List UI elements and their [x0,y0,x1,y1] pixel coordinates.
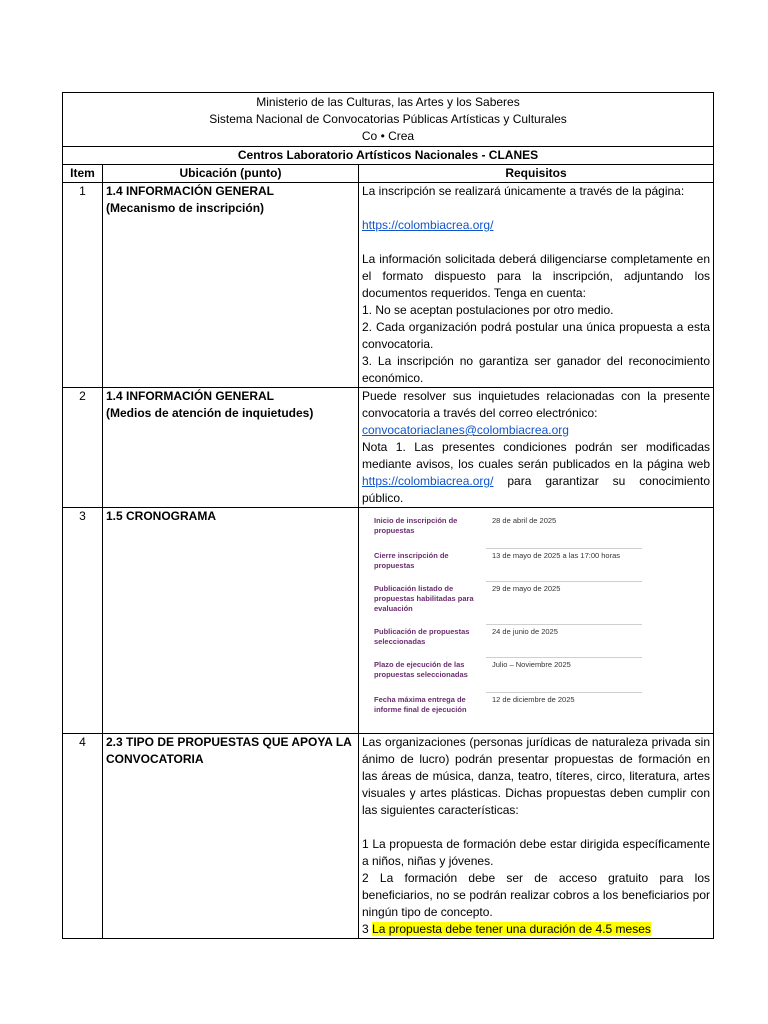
requirements-cell [359,183,714,388]
location-cell [103,183,359,388]
highlighted-text: La propuesta debe tener una duración de 4.5 meses [372,922,651,936]
schedule-date: 13 de mayo de 2025 a las 17:00 horas [486,549,642,582]
column-header-requirements: Requisitos [359,165,714,183]
location-subtitle: (Medios de atención de inquietudes) [106,406,314,420]
location-subtitle: (Mecanismo de inscripción) [106,201,265,215]
requirement-note [362,921,710,938]
item-number: 1 [63,183,103,388]
table-row [63,734,714,939]
ministry-name: Ministerio de las Culturas, las Artes y los Saberes [256,95,520,109]
title-row [63,147,714,165]
schedule-row [374,658,642,693]
requirements-cell [359,508,714,734]
note-number: 3 [362,922,369,936]
schedule-date: 24 de junio de 2025 [486,625,642,658]
column-header-location: Ubicación (punto) [103,165,359,183]
document-page [62,92,713,939]
requirement-note [362,439,710,507]
schedule-label: Fecha máxima entrega de informe final de ejecución [374,694,467,714]
contact-email-link[interactable]: convocatoriaclanes@colombiacrea.org [362,423,569,437]
colombiacrea-link[interactable]: https://colombiacrea.org/ [362,218,494,232]
schedule-date: 12 de diciembre de 2025 [492,695,575,704]
schedule-row [374,514,642,549]
note-text: Nota 1. Las presentes condiciones podrán ser modificadas mediante avisos, los cuales serán publicados en la página web [362,440,710,471]
schedule-table [374,514,642,725]
item-number: 3 [63,508,103,734]
schedule-row [374,549,642,582]
requirement-note: 2. Cada organización podrá postular una única propuesta a esta convocatoria. [362,320,710,351]
table-row [63,183,714,388]
column-header-row [63,165,714,183]
location-title: 1.5 CRONOGRAMA [106,509,217,523]
note-text: para garantizar su conocimiento público. [362,474,710,505]
requirements-cell [359,734,714,939]
schedule-date: 29 de mayo de 2025 [486,582,642,625]
schedule-label: Inicio de inscripción de propuestas [374,516,458,535]
schedule-label: Publicación listado de propuestas habilitadas para evaluación [374,583,474,613]
requirements-cell [359,388,714,508]
location-cell [103,388,359,508]
table-row [63,508,714,734]
location-title: 1.4 INFORMACIÓN GENERAL [106,184,275,198]
schedule-row [374,582,642,625]
requirement-note: 1 La propuesta de formación debe estar dirigida específicamente a niños, niñas y jóvenes. [362,837,710,868]
location-title: 1.4 INFORMACIÓN GENERAL [106,389,275,403]
requirement-note: 1. No se aceptan postulaciones por otro medio. [362,303,614,317]
header-row [63,93,714,147]
schedule-date: Julio – Noviembre 2025 [486,658,642,693]
document-header [63,93,714,147]
program-name: Co • Crea [361,129,415,143]
location-cell [103,508,359,734]
schedule-row [374,625,642,658]
requirement-text: La inscripción se realizará únicamente a través de la página: [362,184,685,198]
schedule-label: Publicación de propuestas seleccionadas [374,626,470,646]
location-cell [103,734,359,939]
table-row [63,388,714,508]
schedule-date: 28 de abril de 2025 [486,514,642,549]
requirement-text: Puede resolver sus inquietudes relacionadas con la presente convocatoria a través del correo electrónico: [362,389,710,420]
schedule-label: Plazo de ejecución de las propuestas seleccionadas [374,659,468,679]
column-header-item: Item [63,165,103,183]
requirement-note: 2 La formación debe ser de acceso gratuito para los beneficiarios, no se podrán realizar cobros a los beneficiarios por ningún tipo de concepto. [362,871,710,919]
schedule-label: Cierre inscripción de propuestas [374,550,449,570]
system-name: Sistema Nacional de Convocatorias Públicas Artísticas y Culturales [209,112,567,126]
requirement-text: Las organizaciones (personas jurídicas de naturaleza privada sin ánimo de lucro) podrán presentar propuestas de formación en las áreas de música, danza, teatro, títeres, circo, literatura, artes visuales y artes plásticas. Dichas propuestas deben cumplir con las siguientes características: [362,735,710,817]
requirement-text: La información solicitada deberá diligenciarse completamente en el formato dispuesto para la inscripción, adjuntando los documentos requeridos. Tenga en cuenta: [362,252,710,300]
location-title: 2.3 TIPO DE PROPUESTAS QUE APOYA LA CONVOCATORIA [106,735,352,766]
requirements-table [62,92,714,939]
schedule-row [374,693,642,726]
requirement-note: 3. La inscripción no garantiza ser ganador del reconocimiento económico. [362,354,710,385]
colombiacrea-link[interactable]: https://colombiacrea.org/ [362,474,494,488]
item-number: 2 [63,388,103,508]
table-title: Centros Laboratorio Artísticos Nacionales - CLANES [63,147,714,165]
item-number: 4 [63,734,103,939]
